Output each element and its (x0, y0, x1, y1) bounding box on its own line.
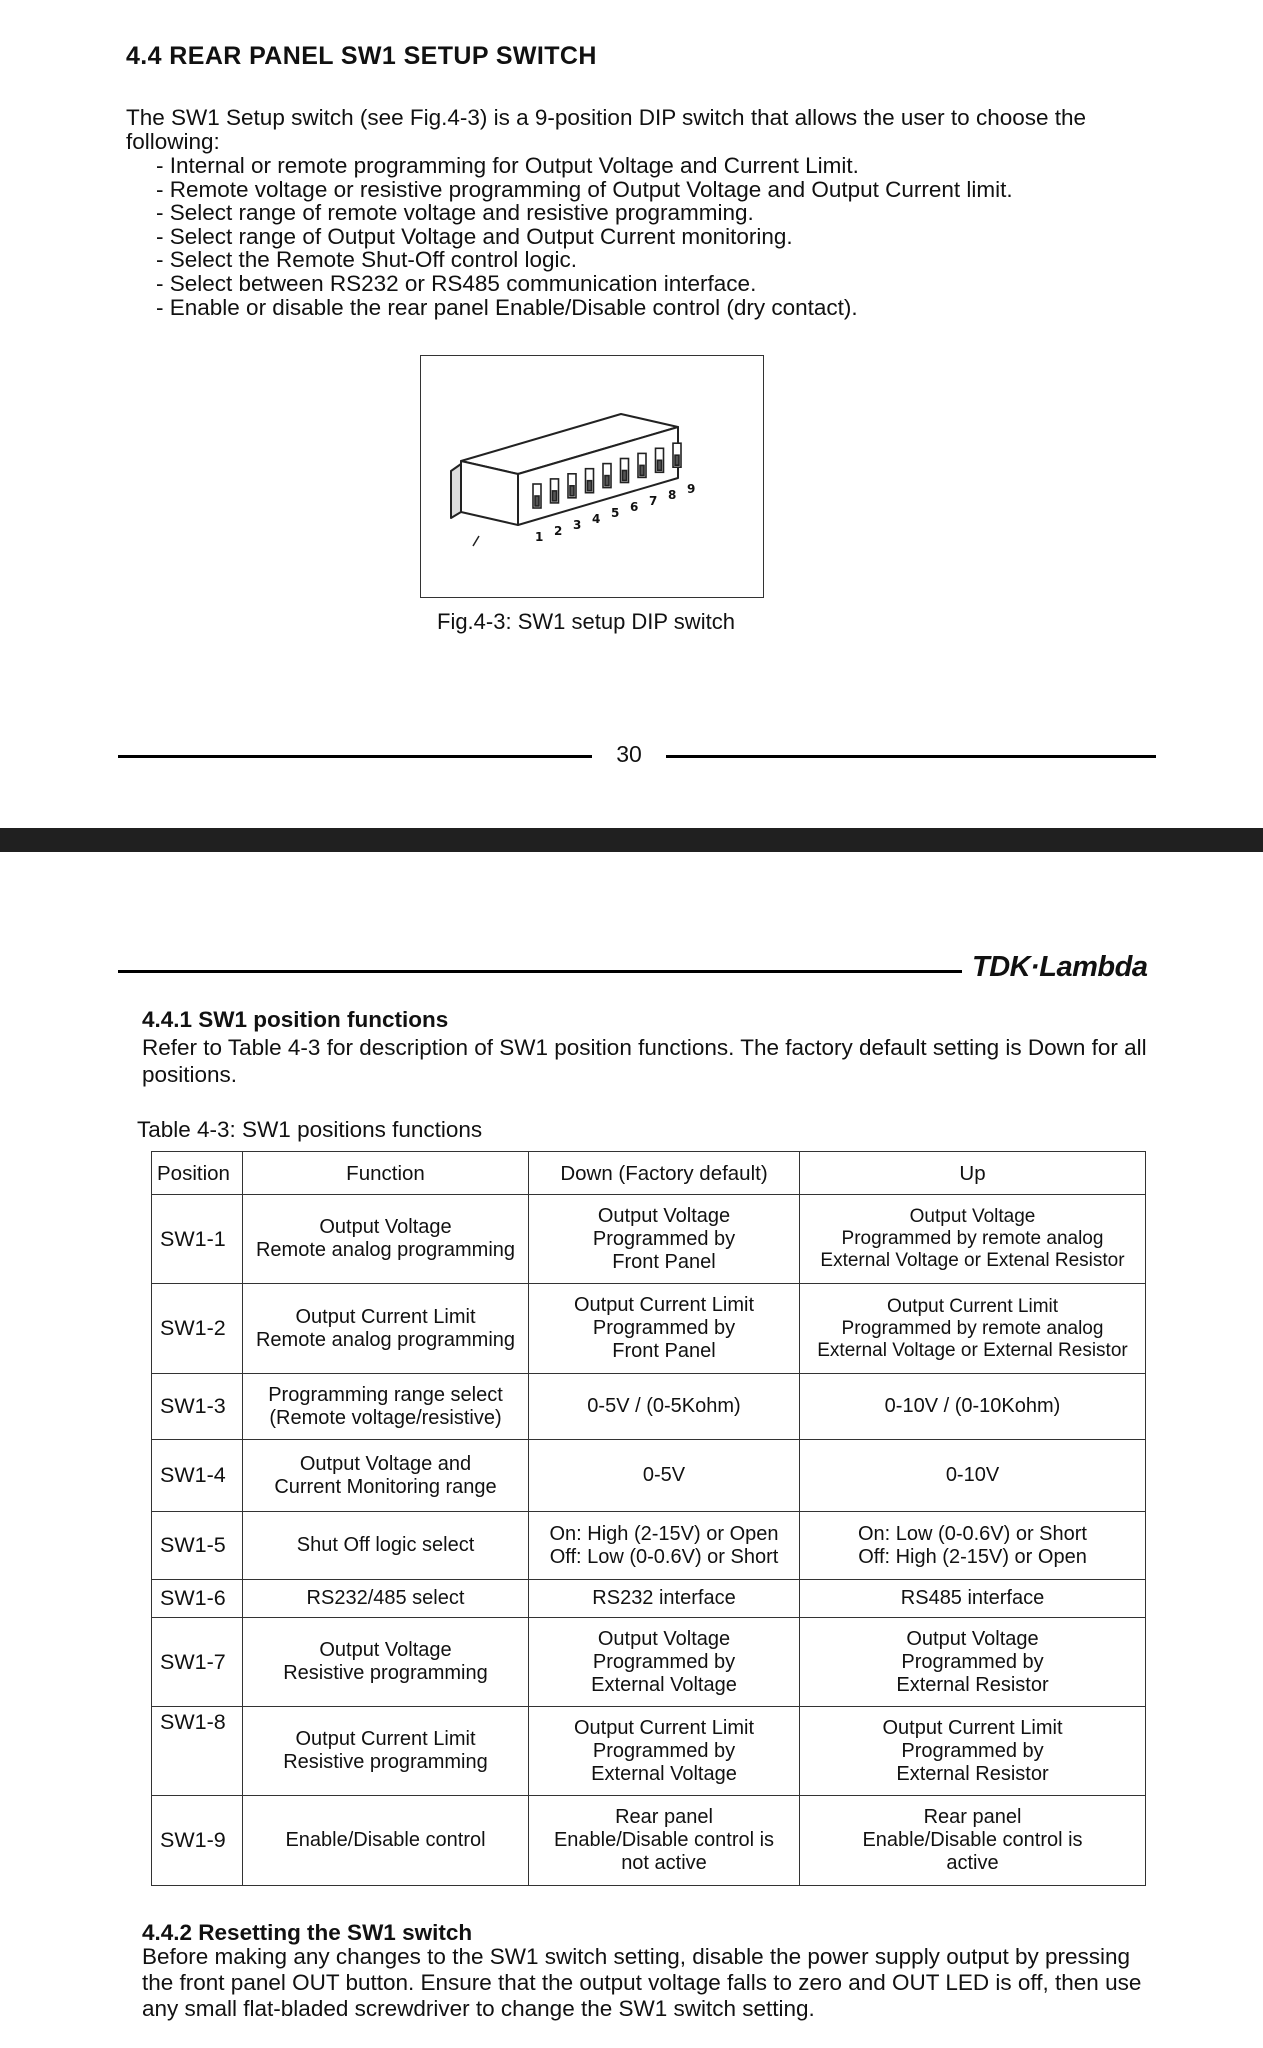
intro-paragraph: The SW1 Setup switch (see Fig.4-3) is a 9-position DIP switch that allows the user to choose the following: (126, 105, 1087, 154)
cell-function (243, 1707, 529, 1796)
switch-number: 6 (630, 500, 639, 514)
cell-line: Output Voltage (597, 1204, 731, 1227)
dip-switch-illustration (421, 356, 762, 596)
cell-position: SW1-8 (152, 1707, 243, 1796)
cell-line: Programming range select (268, 1383, 503, 1406)
cell-down (529, 1618, 800, 1707)
cell-position: SW1-1 (152, 1195, 243, 1284)
cell-line: Output Voltage (597, 1627, 731, 1650)
cell-position: SW1-4 (152, 1440, 243, 1512)
cell-function (243, 1618, 529, 1707)
header-down: Down (Factory default) (529, 1152, 800, 1195)
section-heading: 4.4 REAR PANEL SW1 SETUP SWITCH (126, 42, 597, 70)
cell-line: Enable/Disable control (285, 1829, 486, 1851)
table-row (152, 1580, 1146, 1618)
cell-line: Front Panel (612, 1250, 716, 1273)
table-row (152, 1707, 1146, 1796)
sw1-functions-table (151, 1151, 1146, 1886)
cell-down (529, 1707, 800, 1796)
page-separator (0, 828, 1263, 852)
cell-line: Rear panel (923, 1806, 1022, 1828)
switch-knob (675, 455, 679, 465)
cell-position: SW1-3 (152, 1374, 243, 1440)
cell-line: 0-5V (642, 1464, 686, 1486)
table-row (152, 1512, 1146, 1580)
switch-number: 4 (592, 512, 601, 526)
list-item: - Enable or disable the rear panel Enable/Disable control (dry contact). (156, 294, 858, 320)
switch-number: 1 (535, 530, 544, 544)
cell-down (529, 1440, 800, 1512)
list-item: - Select range of Output Voltage and Output Current monitoring. (156, 223, 793, 249)
cell-line: Output Voltage (906, 1627, 1039, 1650)
cell-function (243, 1195, 529, 1284)
switch-number: 8 (668, 488, 677, 502)
cell-line: Output Current Limit (295, 1305, 476, 1328)
switch-number: 7 (649, 494, 658, 508)
list-item: - Select between RS232 or RS485 communication interface. (156, 270, 757, 296)
cell-line: Front Panel (612, 1340, 716, 1362)
switch-knob (640, 465, 644, 475)
cell-line: Programmed by remote analog (841, 1228, 1104, 1249)
cell-line: Off: High (2-15V) or Open (858, 1545, 1087, 1568)
cell-up (800, 1284, 1146, 1374)
cell-line: RS232/485 select (306, 1587, 465, 1609)
cell-line: active (946, 1852, 999, 1874)
cell-up (800, 1374, 1146, 1440)
cell-position: SW1-6 (152, 1580, 243, 1618)
cell-line: 0-5V / (0-5Kohm) (587, 1395, 741, 1417)
cell-position: SW1-2 (152, 1284, 243, 1374)
list-item: - Internal or remote programming for Output Voltage and Current Limit. (156, 153, 859, 178)
cell-up (800, 1707, 1146, 1796)
page-30 (0, 0, 1263, 828)
cell-line: Output Voltage and (299, 1452, 472, 1475)
cell-line: Programmed by (901, 1739, 1044, 1762)
dip-switch-figure (420, 355, 764, 598)
cell-up (800, 1618, 1146, 1707)
cell-function (243, 1580, 529, 1618)
cell-down (529, 1284, 800, 1374)
list-item: - Remote voltage or resistive programming of Output Voltage and Output Current limit. (156, 176, 1013, 202)
switch-number: 9 (687, 482, 696, 496)
cell-line: External Voltage or Extenal Resistor (820, 1250, 1125, 1271)
cell-up (800, 1796, 1146, 1886)
cell-line: Output Current Limit (573, 1294, 755, 1316)
cell-down (529, 1580, 800, 1618)
cell-line: Enable/Disable control is (553, 1829, 775, 1851)
cell-position: SW1-7 (152, 1618, 243, 1707)
cell-up (800, 1512, 1146, 1580)
cell-line: Programmed by (901, 1650, 1044, 1673)
cell-position: SW1-5 (152, 1512, 243, 1580)
cell-line: Off: Low (0-0.6V) or Short (549, 1545, 779, 1568)
list-item: - Select range of remote voltage and resistive programming. (156, 200, 754, 226)
header-rule (118, 970, 962, 973)
cell-line: Output Voltage (319, 1216, 452, 1238)
reset-heading: 4.4.2 Resetting the SW1 switch (142, 1920, 473, 1945)
switch-knob (605, 476, 609, 486)
table-row (152, 1796, 1146, 1886)
footer-rule-right (666, 755, 1156, 758)
reset-text: Before making any changes to the SW1 switch setting, disable the power supply output by pressing the front panel OUT button. Ensure that the output voltage falls to zero and OUT LED is off, then use any small flat-bladed screwdriver to change the SW1 switch setting. (142, 1944, 1142, 2021)
cell-up (800, 1580, 1146, 1618)
switch-knob (588, 481, 592, 491)
cell-line: On: High (2-15V) or Open (549, 1522, 779, 1545)
cell-line: Rear panel (615, 1806, 713, 1828)
switch-knob (623, 471, 627, 481)
cell-line: Programmed by (592, 1739, 736, 1762)
list-item: - Select the Remote Shut-Off control logic. (156, 247, 578, 273)
subsection-text: Refer to Table 4-3 for description of SW1 position functions. The factory default setting is Down for all positions. (142, 1035, 1147, 1087)
cell-function (243, 1512, 529, 1580)
switch-knob (553, 491, 557, 501)
cell-line: External Resistor (896, 1673, 1049, 1696)
table-row (152, 1195, 1146, 1284)
table-row (152, 1618, 1146, 1707)
cell-line: Resistive programming (283, 1662, 488, 1684)
cell-line: External Voltage or External Resistor (817, 1339, 1128, 1361)
cell-line: 0-10V / (0-10Kohm) (884, 1395, 1061, 1417)
switch-number: 2 (554, 524, 563, 538)
cell-line: Output Current Limit (882, 1716, 1063, 1739)
cell-line: Output Voltage (319, 1639, 452, 1661)
table-caption: Table 4-3: SW1 positions functions (137, 1117, 483, 1142)
cell-line: Enable/Disable control is (862, 1829, 1083, 1851)
table-row (152, 1284, 1146, 1374)
cell-line: not active (621, 1852, 707, 1874)
cell-line: RS485 interface (900, 1587, 1045, 1609)
options-list (156, 154, 1013, 319)
cell-function (243, 1374, 529, 1440)
cell-line: RS232 interface (592, 1587, 736, 1609)
cell-line: Shut Off logic select (296, 1534, 475, 1556)
footer-rule-left (118, 755, 592, 758)
cell-line: Programmed by remote analog (841, 1317, 1104, 1339)
switch-number: 3 (573, 518, 582, 532)
cell-line: Resistive programming (283, 1751, 488, 1773)
cell-line: Output Current Limit (573, 1716, 755, 1739)
cell-position: SW1-9 (152, 1796, 243, 1886)
figure-caption: Fig.4-3: SW1 setup DIP switch (437, 609, 735, 634)
table-row (152, 1374, 1146, 1440)
header-position: Position (152, 1152, 243, 1195)
cell-line: Remote analog programming (255, 1328, 516, 1351)
cell-line: Programmed by (592, 1650, 736, 1673)
switch-knob (658, 460, 662, 470)
cell-line: Output Voltage (909, 1206, 1036, 1227)
cell-line: External Voltage (591, 1673, 737, 1696)
header-up: Up (800, 1152, 1146, 1195)
brand-logo: TDK·Lambda (972, 951, 1148, 983)
cell-down (529, 1796, 800, 1886)
cell-line: External Voltage (591, 1762, 737, 1785)
cell-line: Remote analog programming (255, 1239, 516, 1261)
cell-down (529, 1374, 800, 1440)
cell-line: Output Current Limit (295, 1728, 476, 1750)
cell-function (243, 1440, 529, 1512)
cell-line: (Remote voltage/resistive) (269, 1406, 502, 1429)
cell-line: On: Low (0-0.6V) or Short (858, 1522, 1087, 1545)
cell-down (529, 1512, 800, 1580)
cell-function (243, 1796, 529, 1886)
cell-line: 0-10V (945, 1464, 1000, 1486)
cell-line: Current Monitoring range (274, 1475, 497, 1498)
page-number: 30 (616, 741, 642, 767)
cell-down (529, 1195, 800, 1284)
switch-knob (570, 486, 574, 496)
table-row (152, 1440, 1146, 1512)
header-function: Function (243, 1152, 529, 1195)
cell-up (800, 1195, 1146, 1284)
table-header-row (152, 1152, 1146, 1195)
cell-up (800, 1440, 1146, 1512)
subsection-heading: 4.4.1 SW1 position functions (142, 1007, 449, 1032)
cell-function (243, 1284, 529, 1374)
switch-knob (535, 496, 539, 506)
switch-number: 5 (611, 506, 620, 520)
cell-line: Programmed by (592, 1227, 736, 1250)
cell-line: Output Current Limit (886, 1295, 1059, 1317)
cell-line: External Resistor (896, 1762, 1049, 1785)
cell-line: Programmed by (592, 1317, 736, 1339)
